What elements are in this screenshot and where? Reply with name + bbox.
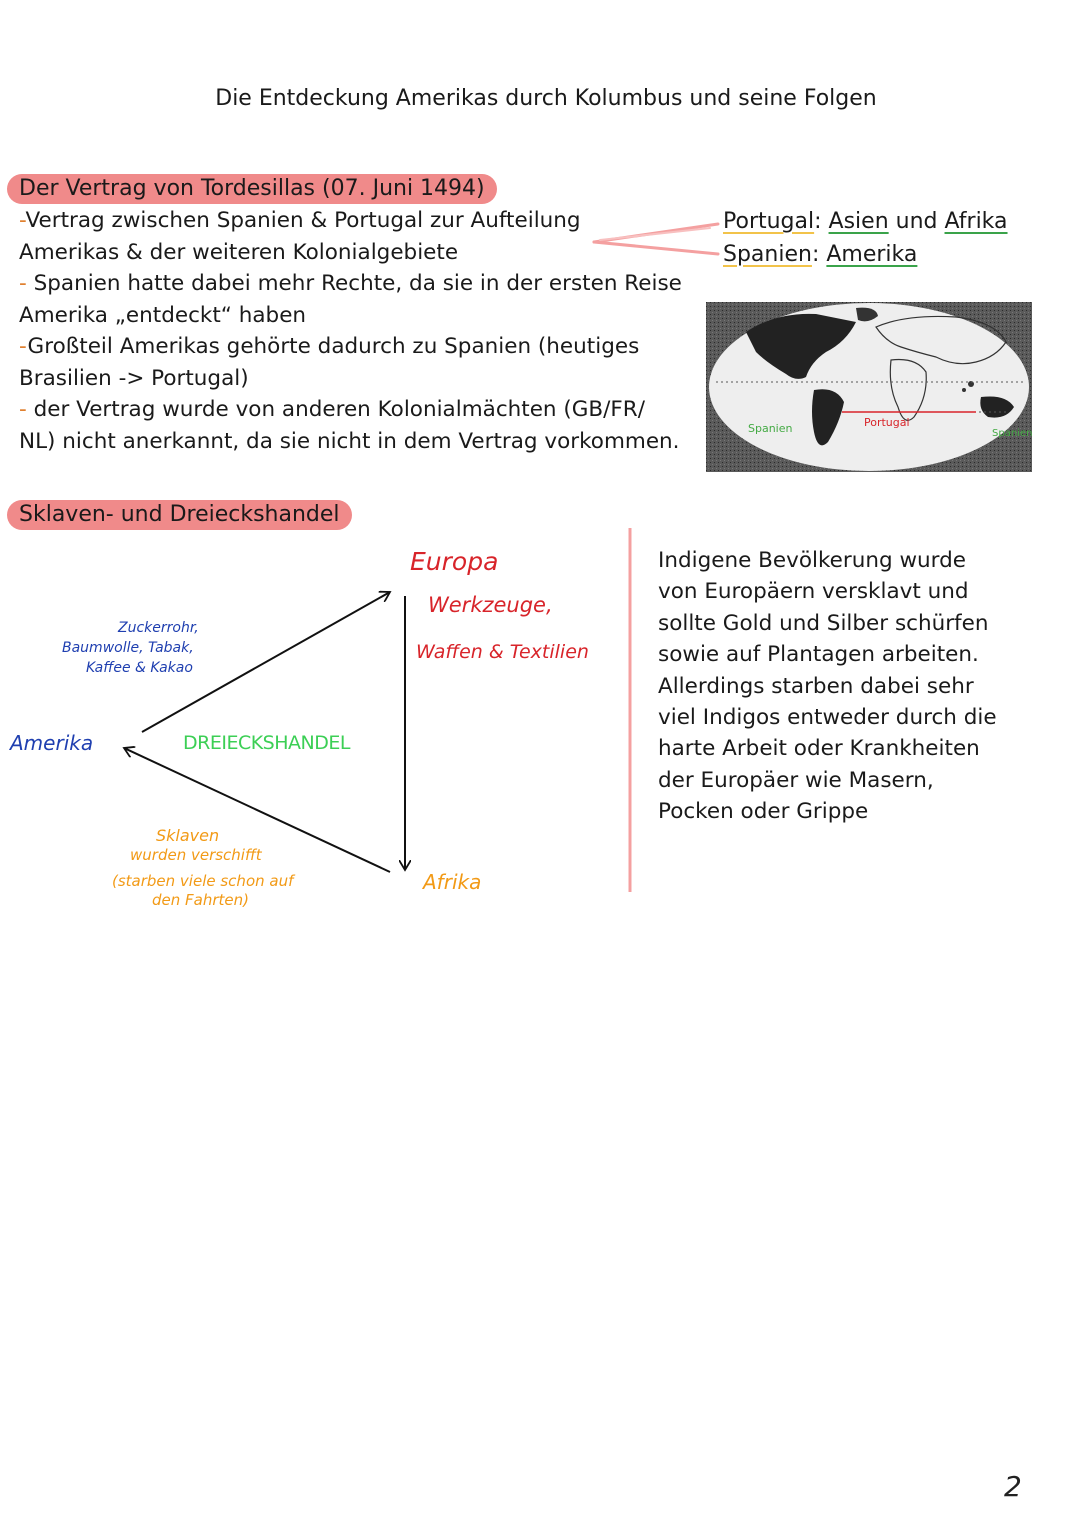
page-number: 2 — [1004, 1470, 1022, 1503]
label-goods-america-1: Zuckerrohr, — [118, 620, 199, 636]
map-label-spanien-right: Spanien — [992, 428, 1032, 439]
label-goods-europe-1: Werkzeuge, — [428, 593, 553, 617]
text-line: - der Vertrag wurde von anderen Kolonialmächten (GB/FR/ — [19, 397, 645, 422]
text-line: Pocken oder Grippe — [658, 799, 869, 825]
world-map-graphic — [706, 302, 1032, 472]
division-portugal: Portugal: Asien und Afrika — [723, 209, 1008, 234]
text-line: viel Indigos entweder durch die — [658, 705, 997, 731]
text-line: NL) nicht anerkannt, da sie nicht in dem Vertrag vorkommen. — [19, 428, 680, 454]
indigene-paragraph — [658, 545, 997, 828]
triangle-trade-diagram — [0, 520, 640, 920]
label-slaves-4: den Fahrten) — [152, 891, 249, 909]
label-slaves-1: Sklaven — [156, 826, 220, 845]
map-label-portugal: Portugal — [864, 416, 910, 429]
text-line: sollte Gold und Silber schürfen — [658, 610, 989, 636]
text-line: sowie auf Plantagen arbeiten. — [658, 642, 979, 668]
text-line: von Europäern versklavt und — [658, 579, 969, 605]
section-heading-sklavenhandel: Sklaven- und Dreieckshandel — [7, 500, 352, 530]
connector-lines — [590, 210, 720, 260]
tordesillas-paragraph — [19, 205, 682, 457]
map-label-spanien-left: Spanien — [748, 422, 793, 435]
label-goods-america-3: Kaffee & Kakao — [86, 660, 193, 676]
text-line: - Spanien hatte dabei mehr Rechte, da sie in der ersten Reise — [19, 271, 682, 296]
division-list — [723, 205, 1008, 271]
text-line: -Großteil Amerikas gehörte dadurch zu Spanien (heutiges — [19, 334, 640, 359]
division-spanien: Spanien: Amerika — [723, 242, 918, 267]
text-line: -Vertrag zwischen Spanien & Portugal zur Aufteilung — [19, 208, 581, 233]
text-line: Brasilien -> Portugal) — [19, 365, 249, 391]
world-map-image — [706, 302, 1032, 472]
label-dreieckshandel: DREIECKSHANDEL — [183, 732, 350, 754]
text-line: harte Arbeit oder Krankheiten — [658, 736, 980, 762]
label-goods-america-2: Baumwolle, Tabak, — [62, 640, 194, 656]
label-europa: Europa — [410, 547, 499, 576]
label-goods-europe-2: Waffen & Textilien — [416, 641, 589, 663]
label-amerika: Amerika — [10, 731, 94, 755]
label-afrika: Afrika — [423, 870, 482, 894]
label-slaves-2: wurden verschifft — [130, 846, 262, 864]
section-heading-tordesillas: Der Vertrag von Tordesillas (07. Juni 1494) — [7, 174, 497, 204]
text-line: Indigene Bevölkerung wurde — [658, 548, 967, 573]
text-line: Amerikas & der weiteren Kolonialgebiete — [19, 239, 459, 265]
text-line: der Europäer wie Masern, — [658, 767, 934, 793]
page-title: Die Entdeckung Amerikas durch Kolumbus und seine Folgen — [215, 86, 877, 111]
text-line: Amerika „entdeckt“ haben — [19, 302, 307, 328]
text-line: Allerdings starben dabei sehr — [658, 673, 974, 699]
label-slaves-3: (starben viele schon auf — [112, 872, 294, 890]
